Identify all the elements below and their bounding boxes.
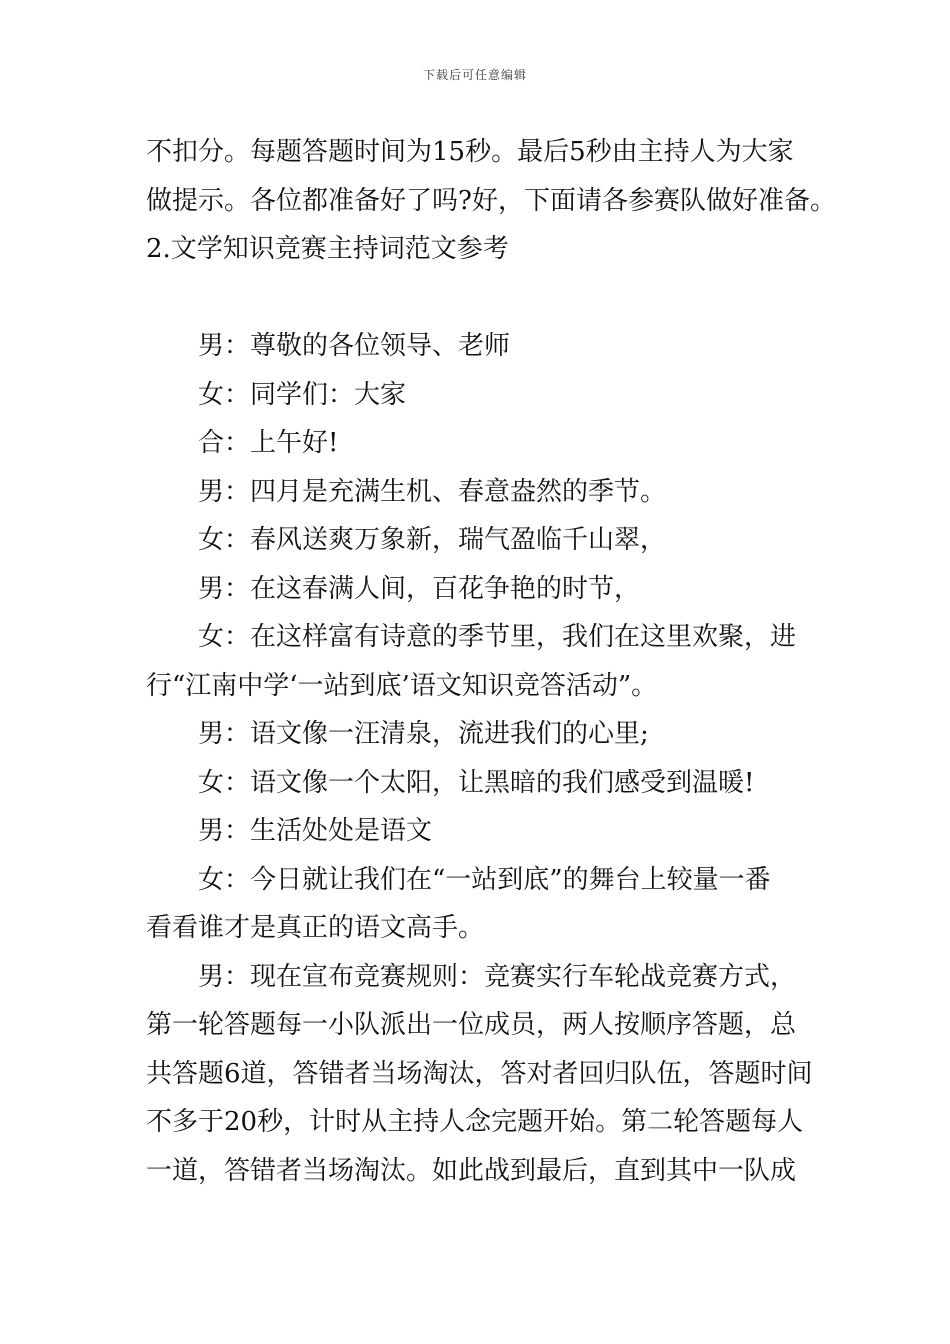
text-line: 女：同学们：大家 bbox=[198, 379, 407, 410]
text-line: 第一轮答题每一小队派出一位成员，两人按顺序答题，总 bbox=[146, 1010, 797, 1040]
text-line: 做提示。各位都准备好了吗?好，下面请各参赛队做好准备。 bbox=[146, 185, 836, 216]
text-line: 合：上午好! bbox=[198, 428, 339, 458]
text-line: 男：现在宣布竞赛规则：竞赛实行车轮战竞赛方式， bbox=[198, 961, 797, 992]
text-line: 不扣分。每题答题时间为15秒。最后5秒由主持人为大家 bbox=[146, 137, 794, 167]
text-line: 行“江南中学‘一站到底’语文知识竞答活动”。 bbox=[146, 670, 658, 701]
text-line: 女：语文像一个太阳，让黑暗的我们感受到温暖! bbox=[198, 767, 755, 798]
text-line: 女：在这样富有诗意的季节里，我们在这里欢聚，进 bbox=[198, 622, 797, 652]
page-header: 下载后可任意编辑 bbox=[422, 68, 527, 82]
text-line: 男：四月是充满生机、春意盎然的季节。 bbox=[198, 476, 667, 507]
text-line: 不多于20秒，计时从主持人念完题开始。第二轮答题每人 bbox=[146, 1107, 804, 1137]
document-body bbox=[146, 128, 836, 1195]
text-line: 女：春风送爽万象新，瑞气盈临千山翠， bbox=[198, 525, 667, 555]
text-line: 女：今日就让我们在“一站到底”的舞台上较量一番 bbox=[198, 864, 771, 895]
section-heading: 2.文学知识竞赛主持词范文参考 bbox=[146, 234, 509, 264]
paragraph-gap bbox=[146, 274, 812, 323]
text-line: 男：生活处处是语文 bbox=[198, 816, 433, 846]
text-line: 男：尊敬的各位领导、老师 bbox=[198, 331, 511, 361]
text-line: 看看谁才是真正的语文高手。 bbox=[146, 913, 485, 943]
text-line: 男：在这春满人间，百花争艳的时节， bbox=[198, 573, 641, 604]
text-line: 男：语文像一汪清泉，流进我们的心里; bbox=[198, 719, 649, 749]
text-line: 一道，答错者当场淘汰。如此战到最后，直到其中一队成 bbox=[146, 1155, 797, 1186]
text-line: 共答题6道，答错者当场淘汰，答对者回归队伍，答题时间 bbox=[146, 1058, 813, 1089]
